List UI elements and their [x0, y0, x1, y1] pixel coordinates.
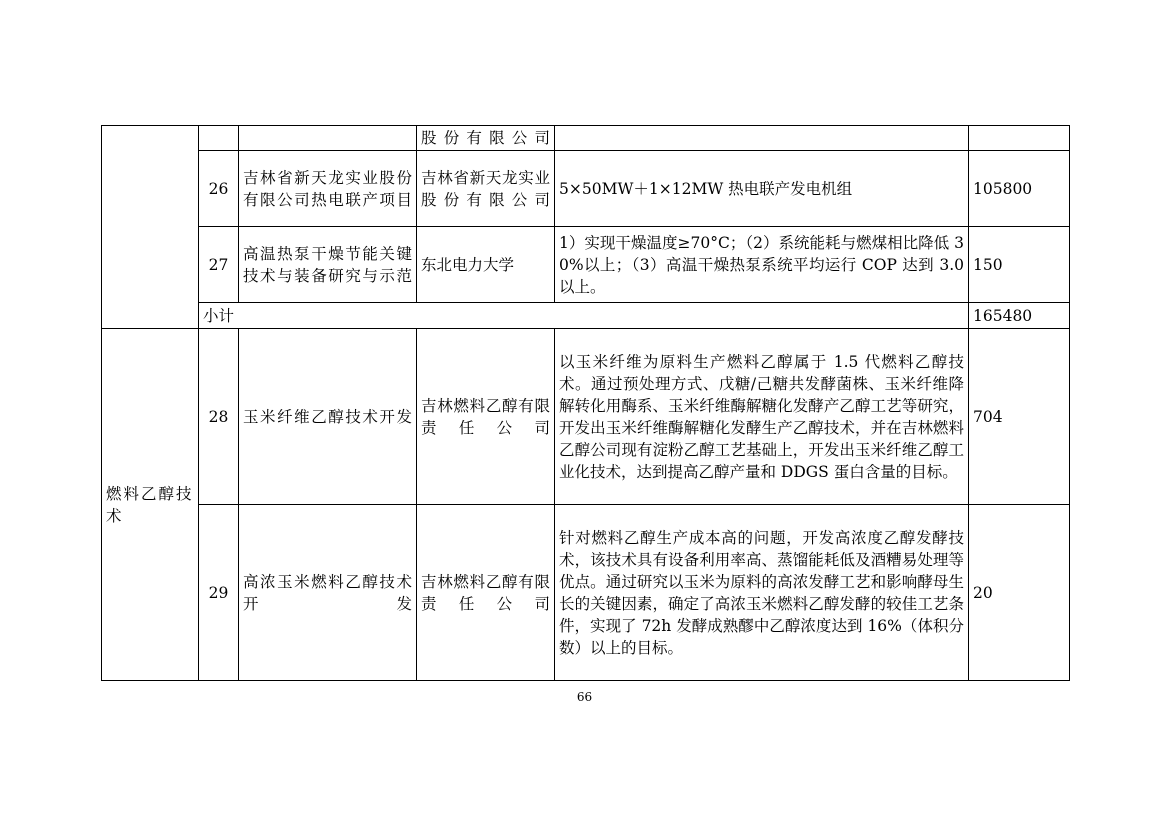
project-name: 高浓玉米燃料乙醇技术开发 — [239, 505, 417, 681]
category-cell-empty — [102, 126, 199, 329]
project-content: 1）实现干燥温度≥70°C；（2）系统能耗与燃煤相比降低 30%以上；（3）高温干燥热泵系统平均运行 COP 达到 3.0 以上。 — [555, 227, 969, 303]
row-number — [199, 126, 239, 151]
organization: 东北电力大学 — [417, 227, 555, 303]
project-content: 针对燃料乙醇生产成本高的问题，开发高浓度乙醇发酵技术，该技术具有设备利用率高、蒸馏能耗低及酒糟易处理等优点。通过研究以玉米为原料的高浓发酵工艺和影响酵母生长的关键因素，确定了高浓玉米燃料乙醇发酵的较佳工艺条件，实现了 72h 发酵成熟醪中乙醇浓度达到 16%（体积分数）以上的目标。 — [555, 505, 969, 681]
project-name — [239, 126, 417, 151]
investment-value: 105800 — [969, 151, 1070, 227]
project-content — [555, 126, 969, 151]
table-row — [102, 329, 1070, 505]
project-name: 吉林省新天龙实业股份有限公司热电联产项目 — [239, 151, 417, 227]
organization: 股份有限公司 — [417, 126, 555, 151]
project-content: 5×50MW＋1×12MW 热电联产发电机组 — [555, 151, 969, 227]
subtotal-label: 小计 — [199, 303, 969, 329]
category-cell: 燃料乙醇技术 — [102, 329, 199, 681]
table-row — [102, 126, 1070, 151]
page-number: 66 — [576, 690, 593, 704]
row-number: 27 — [199, 227, 239, 303]
subtotal-value: 165480 — [969, 303, 1070, 329]
row-number: 28 — [199, 329, 239, 505]
table-row — [102, 227, 1070, 303]
project-name: 玉米纤维乙醇技术开发 — [239, 329, 417, 505]
project-table — [101, 125, 1070, 681]
row-number: 26 — [199, 151, 239, 227]
investment-value: 150 — [969, 227, 1070, 303]
project-name: 高温热泵干燥节能关键技术与装备研究与示范 — [239, 227, 417, 303]
subtotal-row — [102, 303, 1070, 329]
organization: 吉林燃料乙醇有限责任公司 — [417, 329, 555, 505]
table-row — [102, 151, 1070, 227]
table-row — [102, 505, 1070, 681]
investment-value: 704 — [969, 329, 1070, 505]
organization: 吉林燃料乙醇有限责任公司 — [417, 505, 555, 681]
investment-value: 20 — [969, 505, 1070, 681]
row-number: 29 — [199, 505, 239, 681]
investment-value — [969, 126, 1070, 151]
project-content: 以玉米纤维为原料生产燃料乙醇属于 1.5 代燃料乙醇技术。通过预处理方式、戊糖/己糖共发酵菌株、玉米纤维降解转化用酶系、玉米纤维酶解糖化发酵产乙醇工艺等研究，开发出玉米纤维酶解糖化发酵生产乙醇技术，并在吉林燃料乙醇公司现有淀粉乙醇工艺基础上，开发出玉米纤维乙醇工业化技术，达到提高乙醇产量和 DDGS 蛋白含量的目标。 — [555, 329, 969, 505]
organization: 吉林省新天龙实业股份有限公司 — [417, 151, 555, 227]
